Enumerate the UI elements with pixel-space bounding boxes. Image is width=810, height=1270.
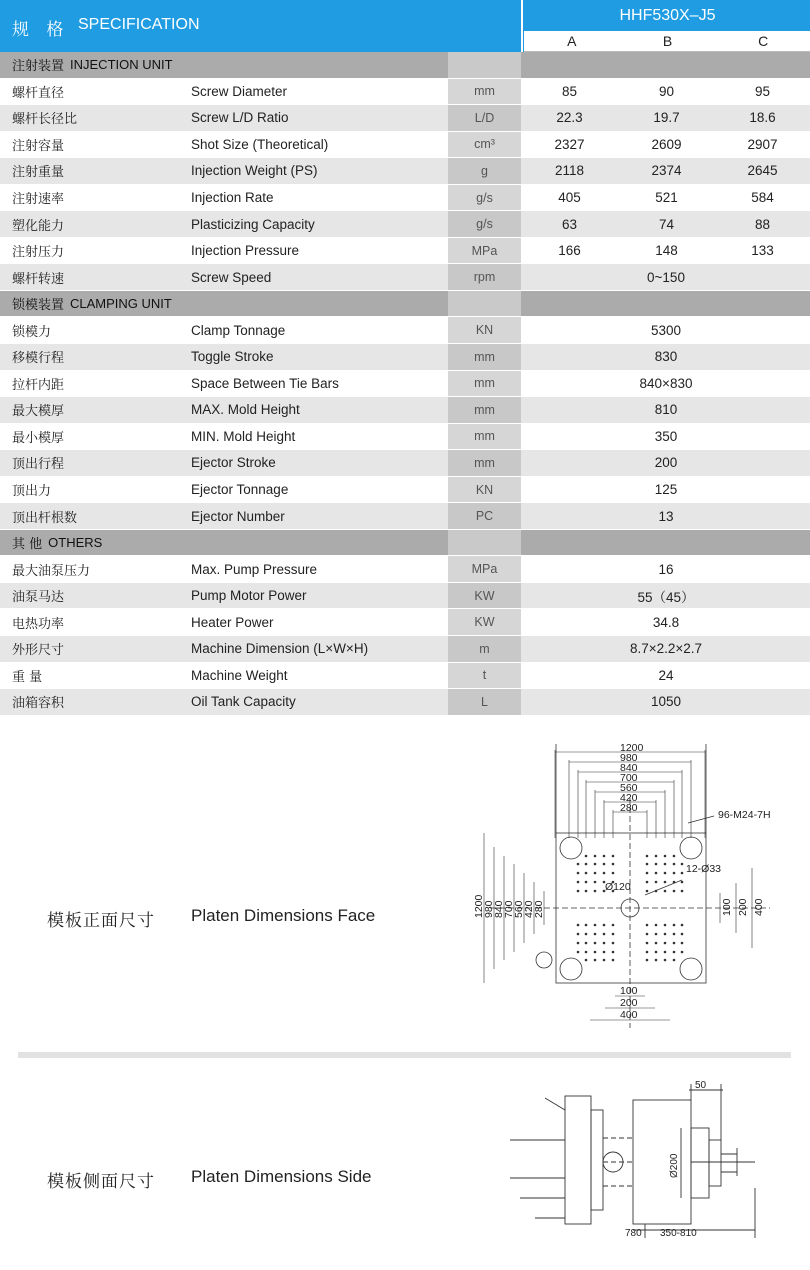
- value-c: 133: [751, 243, 774, 259]
- param-name-cn: 移模行程: [12, 351, 65, 367]
- mounting-hole: [681, 881, 684, 884]
- mounting-hole: [681, 933, 684, 936]
- model-name: HHF530X–J5: [524, 0, 810, 31]
- mounting-hole: [646, 863, 649, 866]
- param-name-cn: 最大模厚: [12, 404, 65, 420]
- param-name-cn: 注射速率: [12, 192, 65, 207]
- mounting-hole: [673, 951, 676, 954]
- mounting-hole: [655, 890, 658, 893]
- unit-cell: g/s: [448, 185, 521, 211]
- mounting-hole: [603, 951, 606, 954]
- mounting-hole: [612, 959, 615, 962]
- table-row: [0, 450, 810, 477]
- mounting-hole: [655, 933, 658, 936]
- param-name-en: Oil Tank Capacity: [191, 694, 296, 710]
- value-all: 8.7×2.2×2.7: [629, 641, 703, 657]
- param-name-en: Toggle Stroke: [191, 349, 274, 365]
- value-all: 350: [654, 428, 678, 444]
- param-name-en: Clamp Tonnage: [191, 322, 286, 338]
- dim-label-left: 560: [513, 900, 525, 918]
- mounting-hole: [681, 924, 684, 927]
- variant-columns: [524, 31, 810, 52]
- mounting-hole: [664, 863, 667, 866]
- unit-cell: rpm: [448, 264, 521, 290]
- mounting-hole: [681, 942, 684, 945]
- value-all: 24: [658, 667, 674, 683]
- mounting-hole: [594, 959, 597, 962]
- param-name-en: Injection Pressure: [191, 243, 300, 259]
- table-row: [0, 663, 810, 690]
- value-a: 63: [561, 216, 578, 232]
- param-name-cn: 注射压力: [12, 245, 65, 261]
- mounting-hole: [612, 951, 615, 954]
- mounting-hole: [603, 872, 606, 875]
- table-row: [0, 371, 810, 398]
- section-title-cn: 其 他: [12, 537, 43, 553]
- header-title-en: SPECIFICATION: [78, 16, 200, 33]
- mounting-hole: [585, 933, 588, 936]
- param-name-en: Ejector Stroke: [191, 455, 276, 471]
- dim-label-bottom: 200: [620, 997, 638, 1009]
- dim-label-left: 980: [483, 900, 495, 918]
- mounting-hole: [594, 933, 597, 936]
- side-dim-bore: Ø200: [669, 1153, 680, 1178]
- dim-label-right: 100: [721, 898, 733, 916]
- dim-label-left: 280: [533, 900, 545, 918]
- value-all: 55（45）: [637, 589, 695, 605]
- value-c: 88: [754, 216, 771, 232]
- mounting-hole: [664, 942, 667, 945]
- variant-a: A: [567, 33, 577, 49]
- value-all: 830: [654, 349, 678, 365]
- section-title-cn: 锁模装置: [12, 298, 65, 314]
- param-name-cn: 最小模厚: [12, 430, 65, 446]
- mounting-hole: [646, 890, 649, 893]
- mounting-hole: [577, 890, 580, 893]
- side-dim-left: 780: [625, 1228, 642, 1238]
- mounting-hole: [655, 855, 658, 858]
- param-name-en: Machine Dimension (L×W×H): [191, 641, 369, 657]
- mounting-hole: [646, 881, 649, 884]
- unit-cell: KN: [448, 317, 521, 343]
- unit-cell: [448, 530, 521, 556]
- dim-label-left: 1200: [473, 894, 485, 918]
- mounting-hole: [594, 890, 597, 893]
- param-name-en: Max. Pump Pressure: [191, 561, 318, 577]
- mounting-hole: [577, 942, 580, 945]
- mounting-hole: [585, 855, 588, 858]
- mounting-hole: [603, 855, 606, 858]
- table-row: [0, 583, 810, 610]
- param-name-en: Space Between Tie Bars: [191, 375, 339, 391]
- mounting-hole: [646, 951, 649, 954]
- table-row: [0, 105, 810, 132]
- mounting-hole: [585, 890, 588, 893]
- mounting-hole: [577, 881, 580, 884]
- table-row: [0, 211, 810, 238]
- unit-cell: cm³: [448, 132, 521, 158]
- value-a: 2118: [554, 163, 585, 179]
- table-body: [0, 52, 810, 716]
- tie-bar-hole: [680, 837, 702, 859]
- unit-cell: t: [448, 663, 521, 689]
- value-all: 840×830: [639, 375, 693, 391]
- param-name-cn: 螺杆直径: [12, 85, 65, 101]
- mounting-hole: [646, 942, 649, 945]
- platen-face-drawing: [470, 738, 805, 1030]
- value-all: 200: [654, 455, 678, 471]
- value-b: 19.7: [653, 110, 680, 126]
- value-all: 16: [658, 561, 674, 577]
- table-row: [0, 79, 810, 106]
- platen-side-label-cn: 模板侧面尺寸: [47, 1172, 155, 1192]
- value-a: 166: [558, 243, 581, 259]
- tie-bar-hole: [560, 837, 582, 859]
- mounting-hole: [585, 951, 588, 954]
- param-name-en: Shot Size (Theoretical): [191, 136, 329, 152]
- param-name-en: Injection Rate: [191, 190, 274, 205]
- side-dim-right: 350-810: [660, 1228, 697, 1238]
- mounting-hole: [594, 942, 597, 945]
- param-name-en: Ejector Number: [191, 508, 285, 524]
- unit-cell: KW: [448, 583, 521, 609]
- mounting-hole: [603, 863, 606, 866]
- param-name-en: Heater Power: [191, 614, 274, 630]
- unit-cell: g/s: [448, 211, 521, 237]
- mounting-hole: [664, 933, 667, 936]
- mounting-hole: [594, 863, 597, 866]
- table-row: [0, 238, 810, 265]
- section-title-cn: 注射装置: [12, 59, 65, 75]
- mounting-hole: [655, 959, 658, 962]
- param-name-en: Screw Speed: [191, 269, 272, 285]
- mounting-hole: [655, 872, 658, 875]
- mounting-hole: [603, 924, 606, 927]
- mounting-hole: [612, 863, 615, 866]
- mounting-hole: [664, 951, 667, 954]
- value-b: 2609: [651, 136, 682, 152]
- table-row: [0, 264, 810, 291]
- mounting-hole: [594, 951, 597, 954]
- mounting-hole: [594, 924, 597, 927]
- mounting-hole: [673, 872, 676, 875]
- section-title: [12, 52, 173, 78]
- param-name-cn: 拉杆内距: [12, 377, 65, 393]
- unit-cell: KW: [448, 609, 521, 635]
- mounting-hole: [594, 872, 597, 875]
- mounting-hole: [585, 942, 588, 945]
- value-all: 1050: [650, 694, 682, 710]
- mounting-hole: [673, 855, 676, 858]
- mounting-hole: [577, 933, 580, 936]
- table-row: [0, 609, 810, 636]
- mounting-hole: [646, 855, 649, 858]
- platen-side-label: [47, 1167, 372, 1192]
- value-c: 584: [751, 190, 774, 205]
- param-name-cn: 外形尺寸: [12, 643, 65, 659]
- mounting-hole: [612, 942, 615, 945]
- tie-bar-hole: [536, 952, 552, 968]
- section-title: [12, 530, 102, 556]
- param-name-cn: 螺杆长径比: [12, 112, 78, 128]
- param-name-en: Injection Weight (PS): [191, 163, 318, 179]
- value-b: 2374: [651, 163, 682, 179]
- value-all: 810: [654, 402, 678, 418]
- unit-cell: mm: [448, 371, 521, 397]
- model-header: [523, 0, 810, 52]
- value-c: 18.6: [749, 110, 776, 126]
- param-name-cn: 最大油泵压力: [12, 563, 91, 579]
- unit-cell: L: [448, 689, 521, 715]
- unit-cell: m: [448, 636, 521, 662]
- value-a: 22.3: [556, 110, 583, 126]
- unit-cell: mm: [448, 344, 521, 370]
- param-name-en: Plasticizing Capacity: [191, 216, 315, 232]
- mounting-hole: [655, 924, 658, 927]
- tie-bar-hole: [680, 958, 702, 980]
- param-name-cn: 重 量: [12, 669, 43, 685]
- mounting-hole: [681, 872, 684, 875]
- unit-cell: mm: [448, 79, 521, 105]
- value-all: 5300: [650, 322, 682, 338]
- mounting-hole: [673, 942, 676, 945]
- mounting-hole: [646, 872, 649, 875]
- table-row: [0, 158, 810, 185]
- param-name-cn: 油箱容积: [12, 696, 65, 712]
- param-name-cn: 顶出行程: [12, 457, 65, 473]
- param-name-cn: 注射重量: [12, 165, 65, 181]
- table-row: [0, 503, 810, 530]
- value-all: 34.8: [652, 614, 680, 630]
- mounting-hole: [585, 881, 588, 884]
- mounting-hole: [577, 863, 580, 866]
- mounting-hole: [664, 855, 667, 858]
- dim-label-top: 1200: [620, 742, 644, 754]
- mounting-hole: [612, 855, 615, 858]
- dim-label-bottom: 100: [620, 985, 638, 997]
- mounting-hole: [577, 951, 580, 954]
- dim-label-right: 400: [753, 898, 765, 916]
- dim-label-top: 420: [620, 792, 638, 804]
- param-name-en: Screw Diameter: [191, 83, 288, 99]
- header-title-cn: 规 格: [12, 20, 70, 40]
- unit-cell: MPa: [448, 238, 521, 264]
- mounting-hole: [585, 924, 588, 927]
- mounting-hole: [594, 855, 597, 858]
- unit-cell: MPa: [448, 556, 521, 582]
- platen-face-label-en: Platen Dimensions Face: [191, 906, 376, 925]
- callout-holes: 12-Ø33: [686, 863, 722, 875]
- mounting-hole: [664, 959, 667, 962]
- section-title-en: CLAMPING UNIT: [70, 296, 172, 312]
- param-name-en: Ejector Tonnage: [191, 482, 289, 498]
- variant-b: B: [662, 33, 673, 49]
- mounting-hole: [681, 890, 684, 893]
- unit-cell: g: [448, 158, 521, 184]
- mounting-hole: [585, 872, 588, 875]
- dim-label-left: 700: [503, 900, 515, 918]
- value-a: 405: [558, 190, 581, 205]
- dim-label-top: 280: [620, 802, 638, 814]
- table-row: [0, 636, 810, 663]
- mounting-hole: [594, 881, 597, 884]
- unit-cell: [448, 52, 521, 78]
- value-b: 90: [658, 83, 675, 99]
- mounting-hole: [664, 872, 667, 875]
- header-title-block: [0, 0, 521, 52]
- value-a: 2327: [554, 136, 585, 152]
- param-name-cn: 注射容量: [12, 138, 65, 154]
- unit-cell: L/D: [448, 105, 521, 131]
- mounting-hole: [655, 881, 658, 884]
- mounting-hole: [646, 933, 649, 936]
- table-header: [0, 0, 810, 52]
- value-a: 85: [561, 83, 578, 99]
- param-name-en: MIN. Mold Height: [191, 428, 296, 444]
- unit-cell: mm: [448, 397, 521, 423]
- param-name-cn: 电热功率: [12, 616, 65, 632]
- dim-label-top: 840: [620, 762, 638, 774]
- param-name-cn: 顶出杆根数: [12, 510, 78, 526]
- mounting-hole: [681, 951, 684, 954]
- table-row: [0, 132, 810, 159]
- section-header: [0, 291, 810, 318]
- mounting-hole: [603, 959, 606, 962]
- platen-face-label-cn: 模板正面尺寸: [47, 911, 155, 931]
- param-name-en: MAX. Mold Height: [191, 402, 300, 418]
- unit-cell: mm: [448, 450, 521, 476]
- section-title-en: INJECTION UNIT: [70, 57, 173, 73]
- table-row: [0, 185, 810, 212]
- value-all: 125: [654, 482, 678, 498]
- mounting-hole: [577, 872, 580, 875]
- mounting-hole: [673, 890, 676, 893]
- variant-c: C: [758, 33, 769, 49]
- value-c: 2907: [747, 136, 778, 152]
- mounting-hole: [612, 872, 615, 875]
- table-row: [0, 397, 810, 424]
- table-row: [0, 317, 810, 344]
- dim-label-left: 420: [523, 900, 535, 918]
- value-all: 13: [658, 508, 674, 524]
- table-row: [0, 344, 810, 371]
- mounting-hole: [673, 933, 676, 936]
- platen-side-drawing: [505, 1078, 785, 1238]
- table-row: [0, 689, 810, 716]
- mounting-hole: [673, 863, 676, 866]
- dim-label-right: 200: [737, 898, 749, 916]
- mounting-hole: [655, 863, 658, 866]
- center-bore-label: Ø120: [605, 881, 631, 893]
- callout-thread: 96-M24-7H: [718, 809, 771, 821]
- dim-label-bottom: 400: [620, 1009, 638, 1021]
- mounting-hole: [655, 951, 658, 954]
- value-b: 148: [655, 243, 678, 259]
- value-b: 521: [655, 190, 678, 205]
- param-name-cn: 塑化能力: [12, 218, 65, 234]
- side-dim-top: 50: [695, 1080, 707, 1091]
- dim-label-top: 560: [620, 782, 638, 794]
- param-name-en: Machine Weight: [191, 667, 288, 683]
- mounting-hole: [673, 959, 676, 962]
- section-title: [12, 291, 172, 317]
- param-name-cn: 油泵马达: [12, 590, 65, 606]
- unit-cell: [448, 291, 521, 317]
- mounting-hole: [612, 924, 615, 927]
- platen-side-label-en: Platen Dimensions Side: [191, 1167, 372, 1186]
- param-name-cn: 螺杆转速: [12, 271, 65, 287]
- mounting-hole: [646, 959, 649, 962]
- table-row: [0, 556, 810, 583]
- mounting-hole: [664, 924, 667, 927]
- value-c: 2645: [747, 163, 778, 179]
- tie-bar-hole: [560, 958, 582, 980]
- mounting-hole: [664, 890, 667, 893]
- section-title-en: OTHERS: [48, 535, 103, 551]
- mounting-hole: [655, 942, 658, 945]
- mounting-hole: [585, 959, 588, 962]
- param-name-cn: 锁模力: [12, 324, 52, 340]
- mounting-hole: [673, 924, 676, 927]
- mounting-hole: [664, 881, 667, 884]
- table-row: [0, 424, 810, 451]
- platen-face-label: [47, 906, 376, 931]
- value-b: 74: [658, 216, 675, 232]
- dim-label-top: 700: [620, 772, 638, 784]
- dim-label-top: 980: [620, 752, 638, 764]
- unit-cell: KN: [448, 477, 521, 503]
- value-all: 0~150: [647, 269, 685, 285]
- param-name-en: Screw L/D Ratio: [191, 110, 289, 126]
- mounting-hole: [646, 924, 649, 927]
- mounting-hole: [577, 924, 580, 927]
- mounting-hole: [681, 863, 684, 866]
- section-divider: [18, 1052, 791, 1058]
- mounting-hole: [612, 933, 615, 936]
- section-header: [0, 52, 810, 79]
- unit-cell: mm: [448, 424, 521, 450]
- mounting-hole: [603, 942, 606, 945]
- unit-cell: PC: [448, 503, 521, 529]
- mounting-hole: [585, 863, 588, 866]
- mounting-hole: [603, 933, 606, 936]
- value-c: 95: [754, 83, 771, 99]
- mounting-hole: [673, 881, 676, 884]
- table-row: [0, 477, 810, 504]
- param-name-cn: 顶出力: [12, 484, 52, 500]
- section-header: [0, 530, 810, 557]
- dim-label-left: 840: [493, 900, 505, 918]
- param-name-en: Pump Motor Power: [191, 588, 307, 604]
